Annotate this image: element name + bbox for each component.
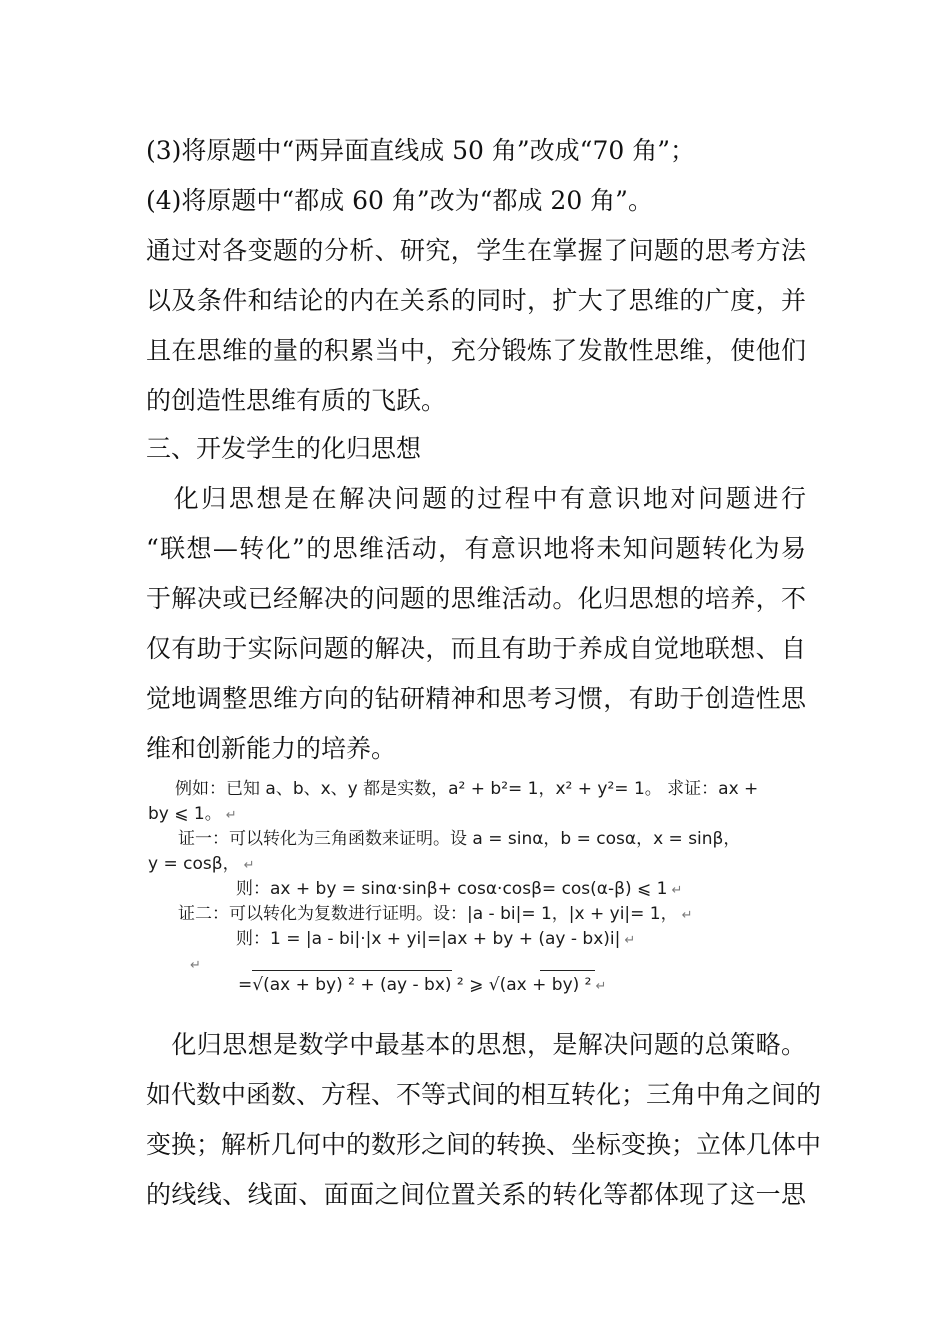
- return-mark-icon: ↵: [624, 933, 636, 948]
- paragraph-line: 变换；解析几何中的数形之间的转换、坐标变换；立体几体中: [146, 1130, 822, 1159]
- example-line: 则：ax + by = sinα·sinβ+ cosα·cosβ= cos(α-β) ⩽ 1 ↵: [236, 879, 683, 899]
- return-mark-icon: ↵: [225, 808, 237, 823]
- example-line: by ⩽ 1。 ↵: [148, 804, 237, 824]
- paragraph-line: 仅有助于实际问题的解决，而且有助于养成自觉地联想、自: [146, 634, 806, 663]
- paragraph-line: 且在思维的量的积累当中，充分锻炼了发散性思维，使他们: [146, 336, 806, 365]
- sqrt-bar: [540, 970, 595, 971]
- paragraph-line: 于解决或已经解决的问题的思维活动。化归思想的培养，不: [146, 584, 806, 613]
- example-line: 证一：可以转化为三角函数来证明。设 a = sinα，b = cosα，x = sinβ，: [178, 829, 741, 849]
- paragraph-line: 化归思想是数学中最基本的思想，是解决问题的总策略。: [146, 1030, 806, 1059]
- example-line: [186, 953, 201, 977]
- paragraph-line: “联想—转化”的思维活动，有意识地将未知问题转化为易: [146, 534, 806, 563]
- return-mark-icon: ↵: [190, 958, 201, 973]
- example-line: y = cosβ， ↵: [148, 854, 255, 874]
- sqrt-bar: [252, 970, 452, 971]
- return-mark-icon: ↵: [671, 883, 683, 898]
- return-mark-icon: ↵: [595, 979, 607, 994]
- example-line: =√(ax + by) ² + (ay - bx) ² ⩾ √(ax + by) ² ↵: [238, 975, 607, 995]
- paragraph-line: 的创造性思维有质的飞跃。: [146, 386, 447, 415]
- paragraph-line: 维和创新能力的培养。: [146, 734, 397, 763]
- example-line: 证二：可以转化为复数进行证明。设：|a - bi|= 1，|x + yi|= 1， ↵: [178, 904, 693, 924]
- paragraph-line: 如代数中函数、方程、不等式间的相互转化；三角中角之间的: [146, 1080, 822, 1109]
- paragraph-line: 通过对各变题的分析、研究，学生在掌握了问题的思考方法: [146, 236, 806, 265]
- paragraph-line: 化归思想是在解决问题的过程中有意识地对问题进行: [146, 484, 806, 513]
- paragraph-line: 以及条件和结论的内在关系的同时，扩大了思维的广度，并: [146, 286, 806, 315]
- return-mark-icon: ↵: [243, 858, 255, 873]
- paragraph-line: (3)将原题中“两异面直线成 50 角”改成“70 角”；: [146, 136, 696, 165]
- section-heading: 三、开发学生的化归思想: [146, 434, 422, 463]
- return-mark-icon: ↵: [681, 908, 693, 923]
- paragraph-line: 的线线、线面、面面之间位置关系的转化等都体现了这一思: [146, 1180, 806, 1209]
- paragraph-line: (4)将原题中“都成 60 角”改为“都成 20 角”。: [146, 186, 653, 215]
- example-line: 例如：已知 a、b、x、y 都是实数，a² + b²= 1，x² + y²= 1。 求证：ax +: [175, 779, 759, 799]
- paragraph-line: 觉地调整思维方向的钻研精神和思考习惯，有助于创造性思: [146, 684, 806, 713]
- example-line: 则：1 = |a - bi|·|x + yi|=|ax + by + (ay - bx)i| ↵: [236, 929, 636, 949]
